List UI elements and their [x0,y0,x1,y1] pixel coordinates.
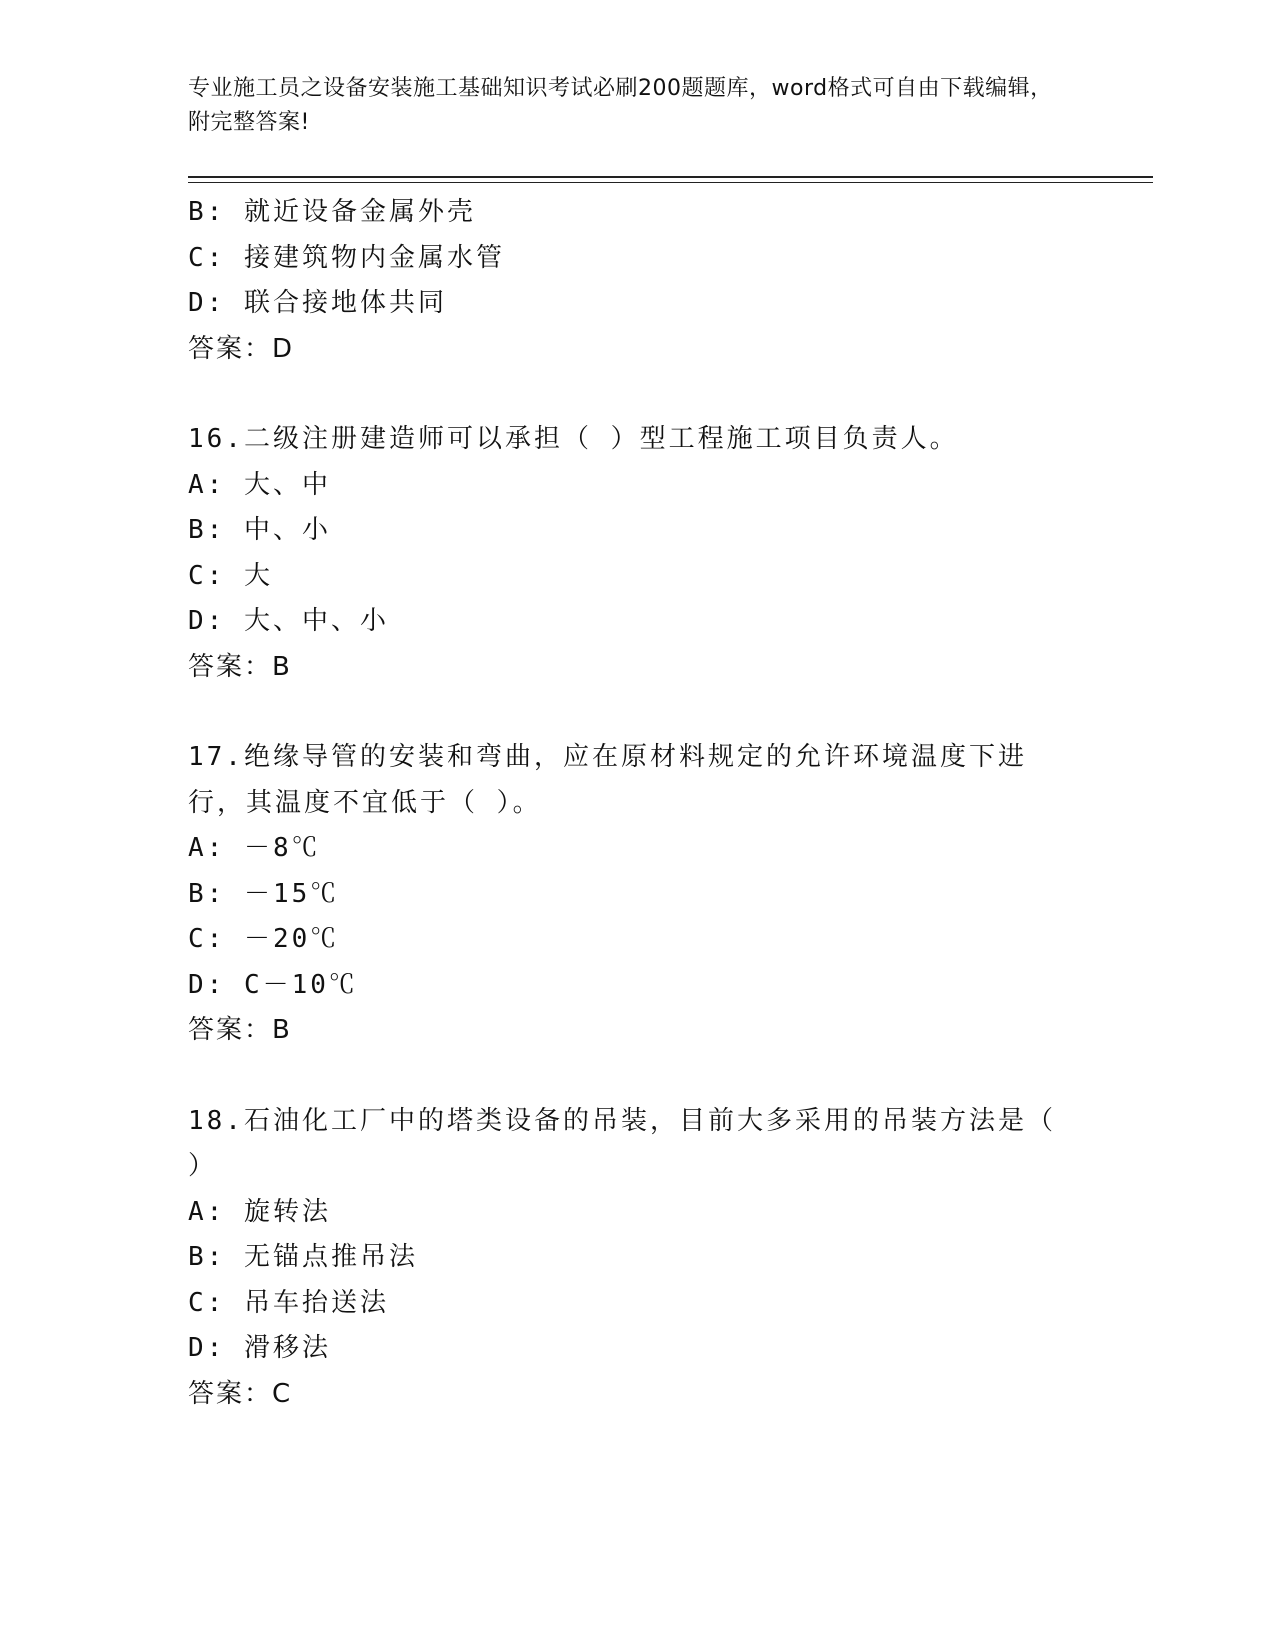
answer-line: 答案：B [188,651,292,682]
question-18 [188,1099,1153,1418]
answer-line: 答案：C [188,1378,293,1409]
option-a: A: 旋转法 [188,1196,331,1227]
question-15-continued [188,190,1153,372]
option-a: A: 大、中 [188,469,331,500]
question-stem: 16.二级注册建造师可以承担（ ）型工程施工项目负责人。 [188,424,959,454]
option-d: D: C－10℃ [188,969,358,1000]
header-divider-thick [188,176,1153,178]
option-b: B: 就近设备金属外壳 [188,197,476,227]
question-stem: 18.石油化工厂中的塔类设备的吊装，目前大多采用的吊装方法是（ ） [188,1105,1056,1181]
option-b: B: －15℃ [188,878,340,909]
question-list [188,190,1153,1462]
question-16 [188,417,1153,690]
option-c: C: 吊车抬送法 [188,1287,389,1318]
document-title: 专业施工员之设备安装施工基础知识考试必刷200题题库，word格式可自由下载编辑，附完整答案! [188,76,1053,135]
option-b: B: 中、小 [188,515,331,545]
option-c: C: －20℃ [188,924,340,954]
option-c: C: 接建筑物内金属水管 [188,242,505,273]
option-a: A: －8℃ [188,833,321,863]
option-d: D: 滑移法 [188,1333,331,1363]
document-page [188,72,1153,1409]
option-c: C: 大 [188,560,273,591]
option-b: B: 无锚点推吊法 [188,1242,418,1272]
question-stem: 17.绝缘导管的安装和弯曲，应在原材料规定的允许环境温度下进行，其温度不宜低于（ ）。 [188,742,1027,818]
question-17 [188,735,1153,1054]
answer-line: 答案：D [188,333,295,364]
option-d: D: 联合接地体共同 [188,288,447,318]
answer-line: 答案：B [188,1015,292,1045]
option-d: D: 大、中、小 [188,606,389,636]
header-divider-thin [188,182,1153,183]
